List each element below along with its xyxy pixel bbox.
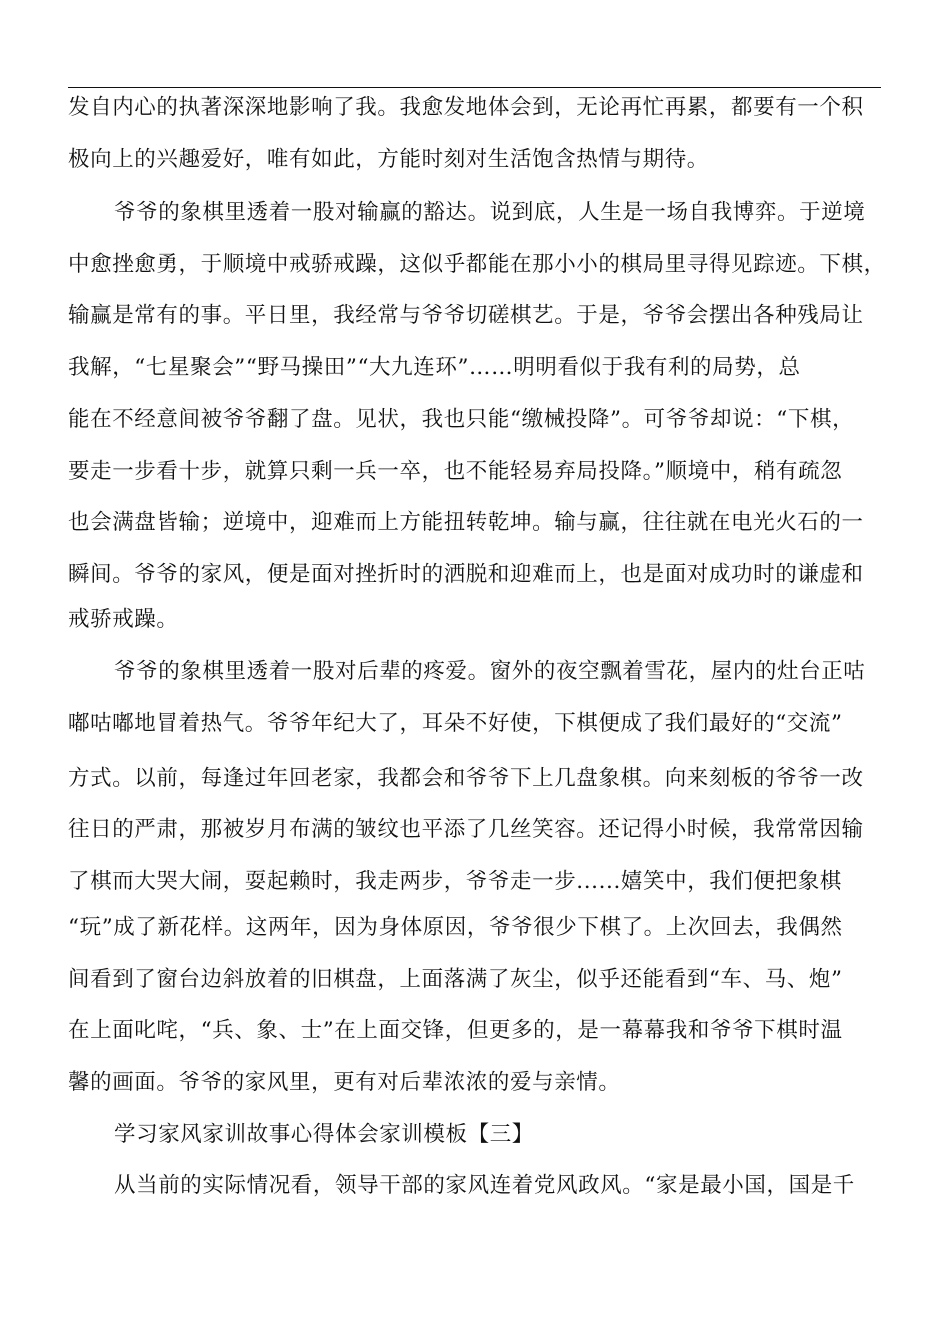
text-line: 发自内心的执著深深地影响了我。我愈发地体会到，无论再忙再累，都要有一个积 [68,95,864,120]
text-line: 中愈挫愈勇，于顺境中戒骄戒躁，这似乎都能在那小小的棋局里寻得见踪迹。下棋， [68,252,886,277]
text-line: 戒骄戒躁。 [68,607,179,632]
text-line: 往日的严肃，那被岁月布满的皱纹也平添了几丝笑容。还记得小时候，我常常因输 [68,817,864,842]
text-line: 了棋而大哭大闹，耍起赖时，我走两步，爷爷走一步......嬉笑中，我们便把象棋 [68,869,842,894]
text-line: 能在不经意间被爷爷翻了盘。见状，我也只能“缴械投降”。可爷爷却说：“下棋， [68,407,855,432]
text-line: 嘟咕嘟地冒着热气。爷爷年纪大了，耳朵不好使，下棋便成了我们最好的“交流” [68,711,843,736]
text-line: 方式。以前，每逢过年回老家，我都会和爷爷下上几盘象棋。向来刻板的爷爷一改 [68,766,864,791]
text-line: 也会满盘皆输；逆境中，迎难而上方能扭转乾坤。输与赢，往往就在电光火石的一 [68,510,864,535]
text-line: 爷爷的象棋里透着一股对后辈的疼爱。窗外的夜空飘着雪花，屋内的灶台正咕 [114,659,866,684]
text-line: 间看到了窗台边斜放着的旧棋盘，上面落满了灰尘，似乎还能看到“车、马、炮” [68,967,843,992]
text-line: 极向上的兴趣爱好，唯有如此，方能时刻对生活饱含热情与期待。 [68,147,709,172]
text-line: 瞬间。爷爷的家风，便是面对挫折时的洒脱和迎难而上，也是面对成功时的谦虚和 [68,562,864,587]
text-line: 我解，“七星聚会”“野马操田”“大九连环”……明明看似于我有利的局势，总 [68,355,801,380]
text-line: 要走一步看十步，就算只剩一兵一卒，也不能轻易弃局投降。”顺境中，稍有疏忽 [68,459,843,484]
text-line: 输赢是常有的事。平日里，我经常与爷爷切磋棋艺。于是，爷爷会摆出各种残局让 [68,303,864,328]
text-line: 在上面叱咤，“兵、象、士”在上面交锋，但更多的，是一幕幕我和爷爷下棋时温 [68,1018,843,1043]
section-heading: 学习家风家训故事心得体会家训模板【三】 [114,1122,534,1147]
text-line: 从当前的实际情况看，领导干部的家风连着党风政风。“家是最小国，国是千 [114,1173,855,1198]
header-rule [68,87,881,88]
text-line: 馨的画面。爷爷的家风里，更有对后辈浓浓的爱与亲情。 [68,1070,621,1095]
text-line: “玩”成了新花样。这两年，因为身体原因，爷爷很少下棋了。上次回去，我偶然 [68,915,843,940]
text-line: 爷爷的象棋里透着一股对输赢的豁达。说到底，人生是一场自我博弈。于逆境 [114,200,866,225]
